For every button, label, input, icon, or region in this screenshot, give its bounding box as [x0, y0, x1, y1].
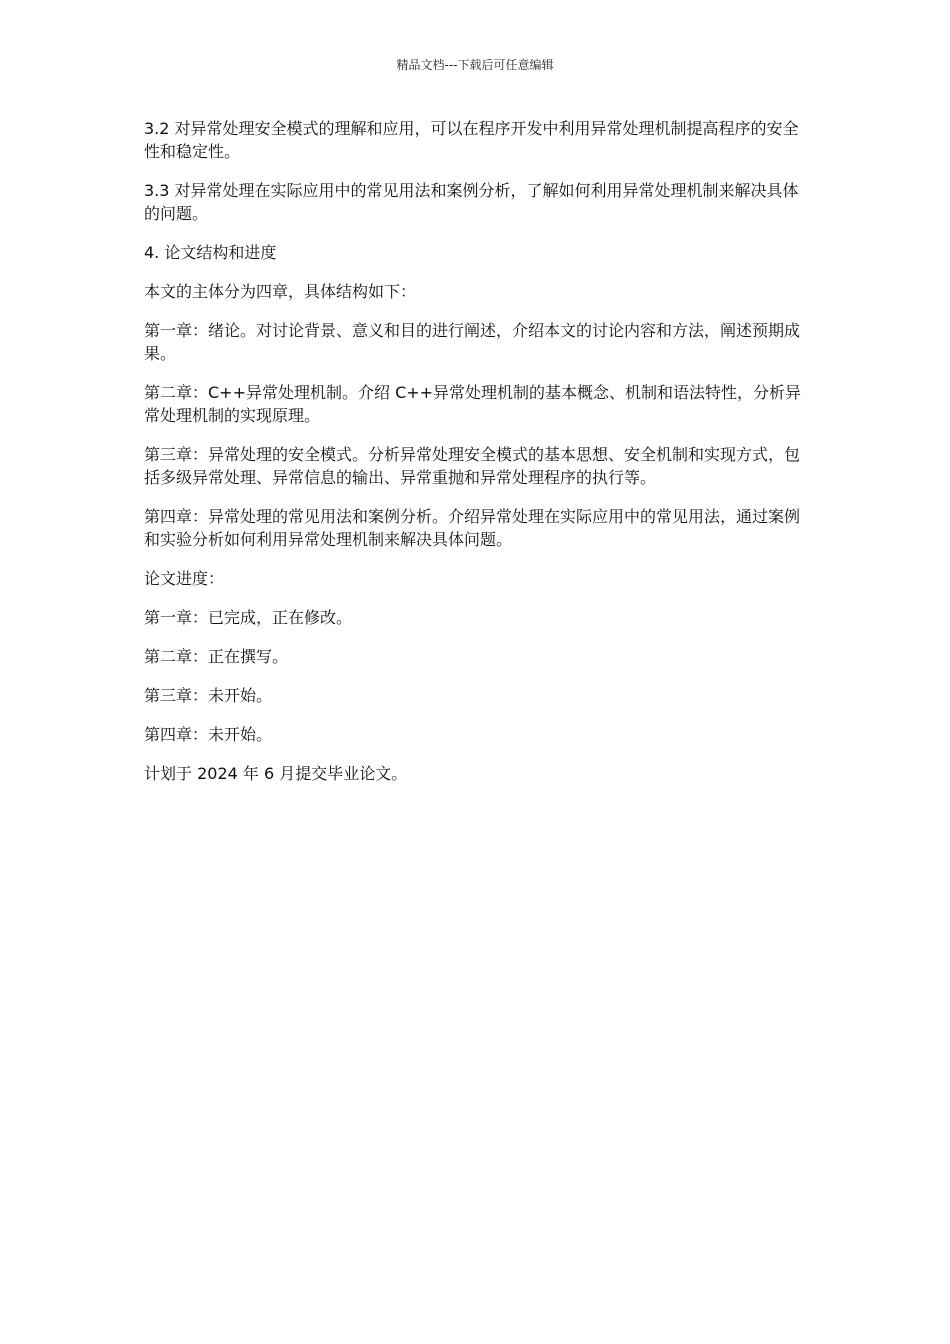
paragraph-chapter-3: 第三章：异常处理的安全模式。分析异常处理安全模式的基本思想、安全机制和实现方式，包括多级异常处理、异常信息的输出、异常重抛和异常处理程序的执行等。 [144, 445, 801, 487]
document-body [144, 117, 809, 801]
section-heading-structure: 4. 论文结构和进度 [144, 243, 277, 262]
progress-chapter-4: 第四章：未开始。 [144, 725, 273, 744]
paragraph-3-3: 3.3 对异常处理在实际应用中的常见用法和案例分析，了解如何利用异常处理机制来解决具体的问题。 [144, 181, 799, 223]
paragraph-chapter-2: 第二章：C++异常处理机制。介绍 C++异常处理机制的基本概念、机制和语法特性，分析异常处理机制的实现原理。 [144, 383, 802, 425]
progress-chapter-3: 第三章：未开始。 [144, 686, 273, 705]
page-header: 精品文档---下载后可任意编辑 [396, 58, 554, 72]
progress-heading: 论文进度： [144, 569, 225, 588]
paragraph-chapter-1: 第一章：绪论。对讨论背景、意义和目的进行阐述，介绍本文的讨论内容和方法，阐述预期成果。 [144, 321, 801, 363]
progress-chapter-2: 第二章：正在撰写。 [144, 647, 289, 666]
submission-plan: 计划于 2024 年 6 月提交毕业论文。 [144, 764, 408, 783]
paragraph-structure-intro: 本文的主体分为四章，具体结构如下： [144, 282, 417, 301]
progress-chapter-1: 第一章：已完成，正在修改。 [144, 608, 353, 627]
paragraph-chapter-4: 第四章：异常处理的常见用法和案例分析。介绍异常处理在实际应用中的常见用法，通过案例和实验分析如何利用异常处理机制来解决具体问题。 [144, 507, 801, 549]
paragraph-3-2: 3.2 对异常处理安全模式的理解和应用，可以在程序开发中利用异常处理机制提高程序的安全性和稳定性。 [144, 119, 799, 161]
